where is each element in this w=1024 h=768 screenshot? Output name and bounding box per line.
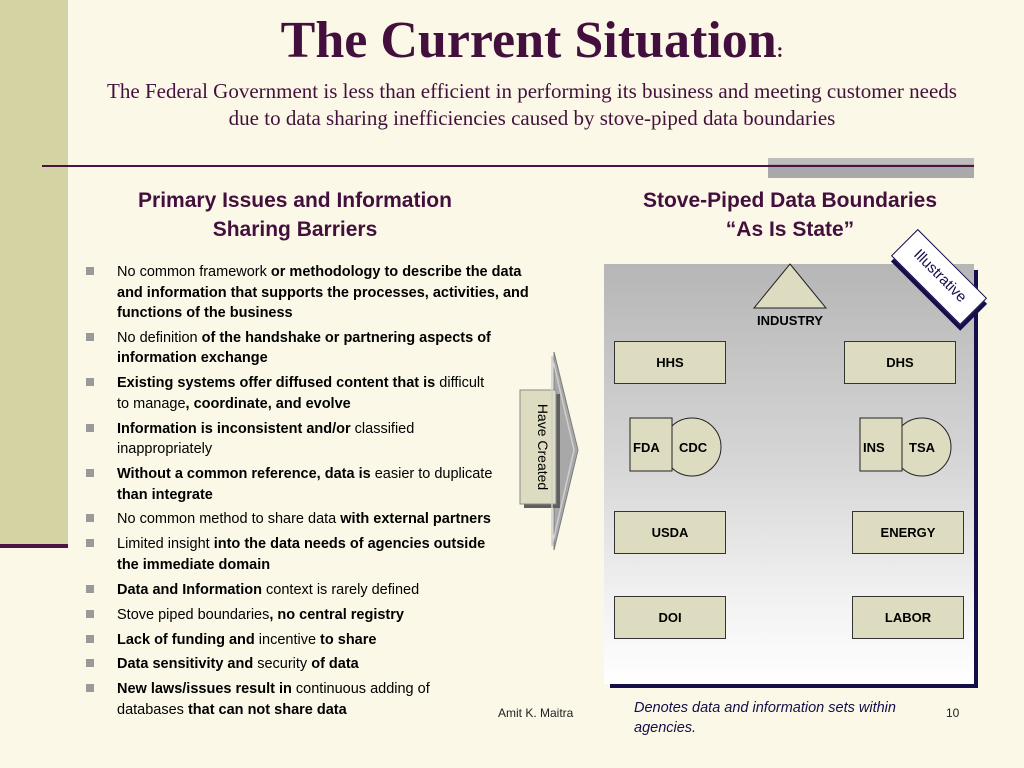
list-item: Existing systems offer diffused content that is difficult to manage, coordinate, and evolve — [100, 373, 497, 414]
left-heading: Primary Issues and Information Sharing Barriers — [138, 189, 452, 241]
diagram-legend: Denotes data and information sets within agencies. — [634, 700, 896, 736]
footer-author: Amit K. Maitra — [498, 706, 574, 720]
list-item: Data and Information context is rarely defined — [100, 580, 550, 601]
list-item: No common framework or methodology to describe the data and information that supports the processes, activities, and functions of the business — [100, 262, 550, 324]
list-item: New laws/issues result in continuous adding of databases that can not share data — [100, 679, 497, 720]
bullet-square-icon — [86, 469, 94, 477]
ins-label: INS — [863, 440, 885, 455]
list-item: No common method to share data with external partners — [100, 509, 497, 530]
bullet-square-icon — [86, 514, 94, 522]
list-item: Lack of funding and incentive to share — [100, 630, 550, 651]
tsa-label: TSA — [909, 440, 935, 455]
bullet-square-icon — [86, 610, 94, 618]
agency-box-usda: USDA — [614, 511, 726, 554]
illustrative-stamp: Illustrative — [891, 229, 987, 325]
industry-label: INDUSTRY — [757, 313, 823, 328]
bullet-square-icon — [86, 684, 94, 692]
header-rule-block-light — [768, 158, 974, 164]
header-rule — [42, 165, 974, 167]
list-item: Data sensitivity and security of data — [100, 654, 550, 675]
list-item: Stove piped boundaries, no central registry — [100, 605, 550, 626]
bullet-square-icon — [86, 333, 94, 341]
cdc-label: CDC — [679, 440, 708, 455]
list-item: Without a common reference, data is easier to duplicate than integrate — [100, 464, 497, 505]
bullet-square-icon — [86, 378, 94, 386]
bullet-square-icon — [86, 267, 94, 275]
issues-list — [100, 262, 550, 725]
slide-title: The Current Situation: — [280, 12, 784, 69]
bullet-square-icon — [86, 585, 94, 593]
bullet-square-icon — [86, 635, 94, 643]
list-item: No definition of the handshake or partnering aspects of information exchange — [100, 328, 550, 369]
agency-box-doi: DOI — [614, 596, 726, 639]
agency-box-hhs: HHS — [614, 341, 726, 384]
industry-triangle-icon — [752, 262, 828, 310]
agency-box-energy: ENERGY — [852, 511, 964, 554]
bullet-square-icon — [86, 539, 94, 547]
agency-box-dhs: DHS — [844, 341, 956, 384]
agency-box-labor: LABOR — [852, 596, 964, 639]
slide-subtitle: The Federal Government is less than efficient in performing its business and meeting customer needs due to data sharing inefficiencies caused by stove-piped data boundaries — [107, 79, 957, 130]
page-number: 10 — [946, 706, 960, 720]
side-band-rule — [0, 544, 68, 548]
arrow-label: Have Created — [535, 403, 551, 491]
have-created-arrow — [518, 350, 582, 552]
list-item: Information is inconsistent and/or classified inappropriately — [100, 419, 497, 460]
diagram-shadow — [974, 270, 978, 688]
right-heading: Stove-Piped Data Boundaries “As Is State” — [642, 189, 938, 241]
fda-label: FDA — [633, 440, 660, 455]
bullet-square-icon — [86, 659, 94, 667]
bullet-square-icon — [86, 424, 94, 432]
diagram-shadow-bottom — [610, 684, 978, 688]
list-item: Limited insight into the data needs of agencies outside the immediate domain — [100, 534, 497, 575]
